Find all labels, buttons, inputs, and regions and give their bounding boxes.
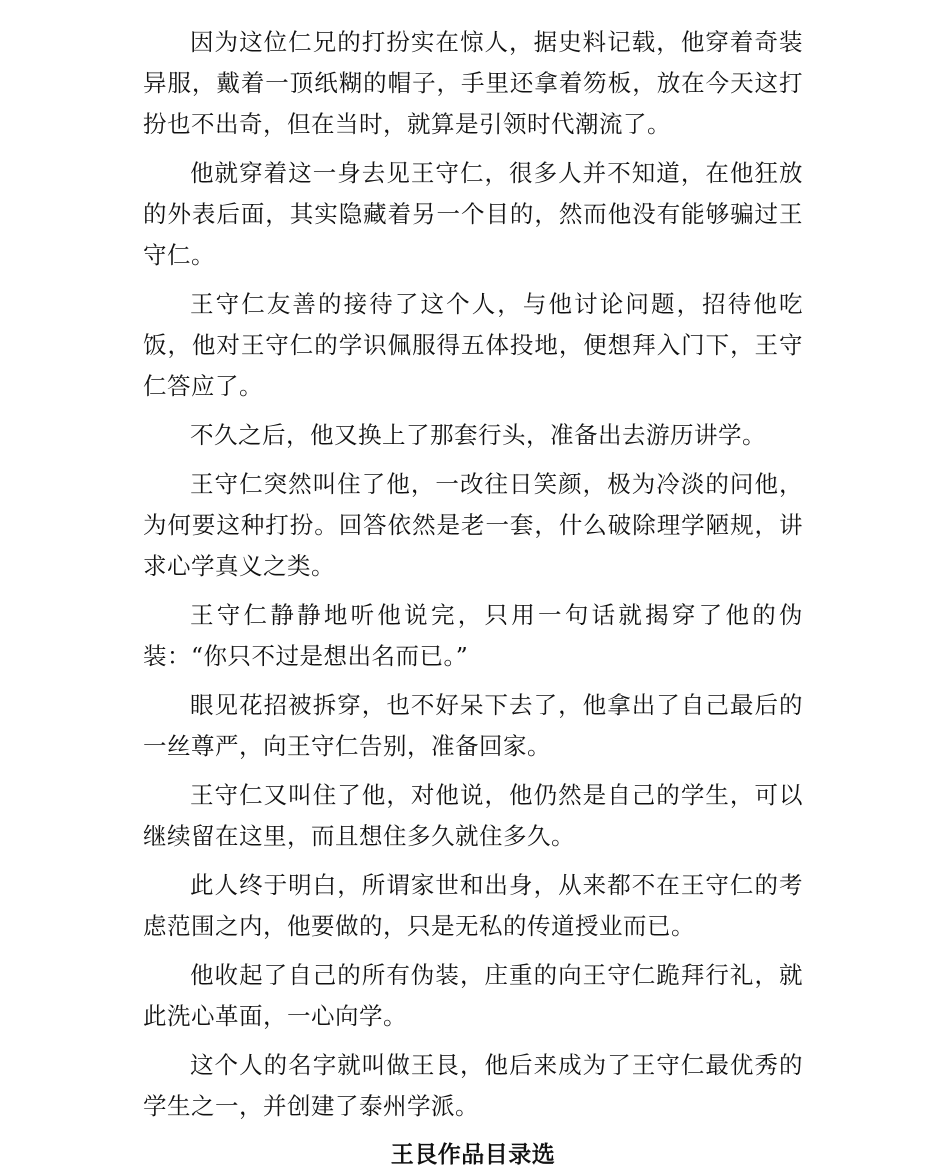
- paragraph-11: 这个人的名字就叫做王艮，他后来成为了王守仁最优秀的学生之一，并创建了泰州学派。: [143, 1051, 803, 1120]
- paragraph-6: 王守仁静静地听他说完，只用一句话就揭穿了他的伪装：“你只不过是想出名而已。”: [143, 601, 803, 670]
- paragraph-5: 王守仁突然叫住了他，一改往日笑颜，极为冷淡的问他，为何要这种打扮。回答依然是老一套，什么破除理学陋规，讲求心学真义之类。: [143, 470, 803, 580]
- paragraph-2: 他就穿着这一身去见王守仁，很多人并不知道，在他狂放的外表后面，其实隐藏着另一个目的，然而他没有能够骗过王守仁。: [143, 159, 803, 269]
- paragraph-9: 此人终于明白，所谓家世和出身，从来都不在王守仁的考虑范围之内，他要做的，只是无私的传道授业而已。: [143, 871, 803, 940]
- document-page: [143, 22, 803, 1175]
- paragraph-3: 王守仁友善的接待了这个人，与他讨论问题，招待他吃饭，他对王守仁的学识佩服得五体投地，便想拜入门下，王守仁答应了。: [143, 290, 803, 400]
- section-heading: 王艮作品目录选: [390, 1141, 556, 1168]
- paragraph-7: 眼见花招被拆穿，也不好呆下去了，他拿出了自己最后的一丝尊严，向王守仁告别，准备回家。: [143, 691, 803, 760]
- paragraph-4: 不久之后，他又换上了那套行头，准备出去游历讲学。: [190, 421, 766, 449]
- paragraph-8: 王守仁又叫住了他，对他说，他仍然是自己的学生，可以继续留在这里，而且想住多久就住多久。: [143, 781, 803, 850]
- paragraph-10: 他收起了自己的所有伪装，庄重的向王守仁跪拜行礼，就此洗心革面，一心向学。: [143, 961, 803, 1030]
- paragraph-1: 因为这位仁兄的打扮实在惊人，据史料记载，他穿着奇装异服，戴着一顶纸糊的帽子，手里还拿着笏板，放在今天这打扮也不出奇，但在当时，就算是引领时代潮流了。: [143, 28, 803, 138]
